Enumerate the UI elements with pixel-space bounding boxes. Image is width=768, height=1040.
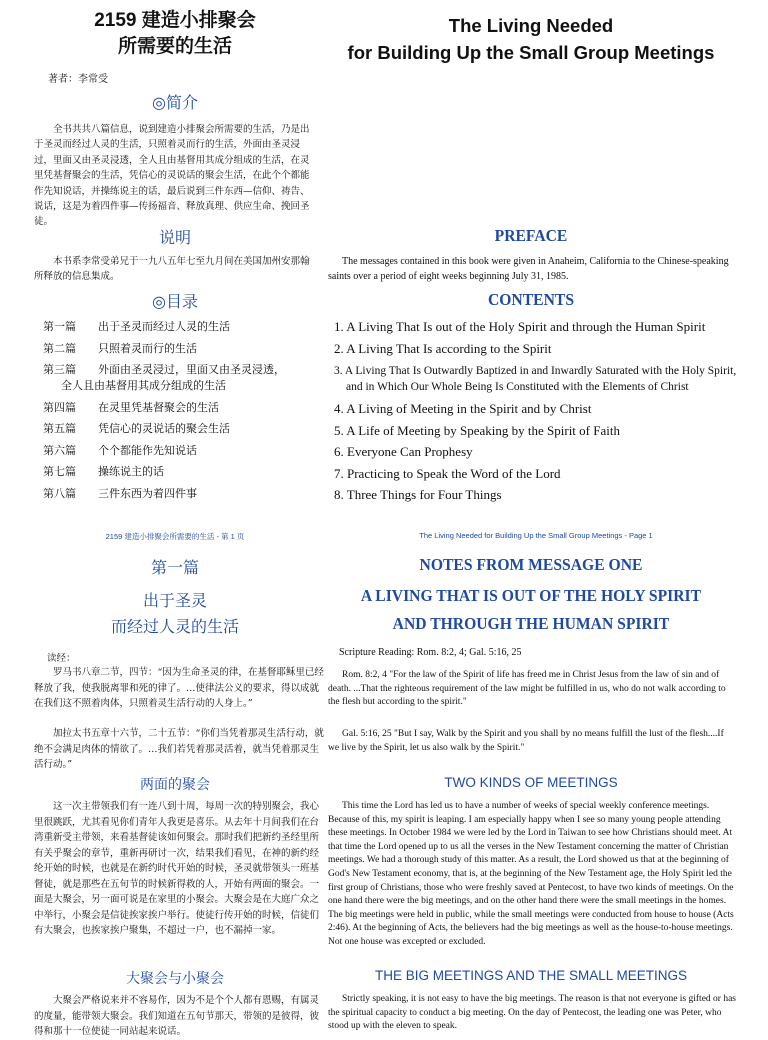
zh-reading-label: 读经： [47,653,76,664]
zh-message-title-line1: 出于圣灵 [142,591,207,610]
en-message-title-line2: AND THROUGH THE HUMAN SPIRIT [392,614,670,633]
en-toc-item[interactable]: 8. Three Things for Four Things [334,487,502,502]
zh-subheading-1: 两面的聚会 [140,777,210,793]
zh-toc-item[interactable]: 第二篇 只照着灵而行的生活 [43,341,197,355]
en-verse2: Gal. 5:16, 25 "But I say, Walk by the Spirit and you shall by no means fulfill the lust of the flesh....If we live by the Spirit, let us also walk by the Spirit." [328,729,724,753]
zh-toc-item[interactable]: 第六篇 个个都能作先知说话 [43,443,197,457]
zh-toc-item[interactable]: 第七篇 操练说主的话 [43,465,164,478]
en-contents-heading: CONTENTS [487,290,575,309]
zh-toc-item-cont[interactable]: 全人且由基督用其成分组成的生活 [61,379,226,392]
en-toc-item[interactable]: 4. A Living of Meeting in the Spirit and by Christ [334,401,592,416]
en-verse1: Rom. 8:2, 4 "For the law of the Spirit of life has freed me in Christ Jesus from the law of sin and of death. ...That the righteous requirement of the law might be fulfilled in us, who do not walk according to the flesh but according to the spirit." [328,670,726,707]
en-paragraph-1: This time the Lord has led us to have a number of weeks of special weekly conference meetings. Because of this, my spirit is leaping. I am especially happy when I see so many young people attending these meetings. In October 1984 we were led by the Lord in Taiwan to see how Christians should meet. At that time the Lord opened up to us all the verses in the New Testament concerning the matter of Christian meetings. We had a thorough study of this matter. As a result, the Lord showed us that at the beginning of God's New Testament economy, that is, at the beginning of the New Testament age, the Holy Spirit led the first group of Christians, those who were freshly saved at Pentecost, to have two kinds of meetings. On the one hand there were the big meetings, and on the other hand there were the small meetings in the homes. The big meetings were held in public, while the small meetings were conducted from house to house (Acts 2:46). At the beginning of Acts, the believers had the big meetings as well as the house-to-house meetings. Not one house was excepted or excluded. [328,801,734,947]
en-preface-text: The messages contained in this book were given in Anaheim, California to the Chinese-speaking saints over a period of eight weeks beginning July 31, 1985. [328,256,729,282]
en-toc-item[interactable]: 6. Everyone Can Prophesy [334,444,473,459]
en-subheading-1: TWO KINDS OF MEETINGS [444,775,618,790]
zh-subheading-2: 大聚会与小聚会 [126,971,224,987]
zh-explain-text: 本书系李常受弟兄于一九八五年七至九月间在美国加州安那翰所释放的信息集成。 [34,256,310,283]
zh-toc-item[interactable]: 第一篇 出于圣灵而经过人灵的生活 [43,320,230,333]
zh-verse1: 罗马书八章二节，四节：“因为生命圣灵的律，在基督耶稣里已经释放了我，使我脱离罪和死的律了。…使律法公义的要求，得以成就在我们这不照着肉体，只照着灵生活行动的人身上。” [34,667,324,709]
zh-title-line1: 2159 建造小排聚会 [94,10,256,31]
en-toc-list [334,320,744,503]
zh-paragraph-1: 这一次主带领我们有一连八到十周，每周一次的特别聚会，我心里很跳跃，尤其看见你们青年人我更是喜乐。从去年十月间我们在台湾重新受主带领，来看基督徒该如何聚会。那时我们把新约圣经里所有关乎聚会的章节，重新再研讨一次，结果我们看见，在神的新约经纶开始的时候，也就是在新约时代开始的时候，圣灵就带领头一班基督徒，就是那些在五旬节的时候新得救的人，开始有两面的聚会。一面是大聚会，另一面可说是在家里的小聚会。大聚会是在大庭广众之中举行，小聚会是信徒挨家挨户举行。使徒行传开始的时候，信徒们有大聚会，也挨家挨户聚集，不超过一户，也不漏掉一家。 [34,801,320,936]
en-scripture-reading: Scripture Reading: Rom. 8:2, 4; Gal. 5:16, 25 [339,647,522,658]
en-message-title-line1: A LIVING THAT IS OUT OF THE HOLY SPIRIT [360,586,702,605]
zh-paragraph-2: 大聚会严格说来并不容易作，因为不是个个人都有恩赐，有属灵的度量，能带领大聚会。我们知道在五旬节那天，带领的是彼得，彼得和那十一位使徒一同站起来说话。 [34,995,320,1037]
zh-message-number: 第一篇 [150,558,199,577]
zh-author: 著者：李常受 [48,74,108,85]
zh-page-header: 2159 建造小排聚会所需要的生活 - 第 1 页 [105,532,245,541]
en-title-line1: The Living Needed [448,15,614,36]
en-preface-heading: PREFACE [494,226,568,245]
en-toc-item[interactable]: 1. A Living That Is out of the Holy Spirit and through the Human Spirit [334,319,706,334]
en-toc-item[interactable]: 2. A Living That Is according to the Spirit [334,340,552,356]
zh-toc-item[interactable]: 第四篇 在灵里凭基督聚会的生活 [43,400,219,414]
en-page-header: The Living Needed for Building Up the Small Group Meetings - Page 1 [419,531,653,540]
zh-explain-heading: 说明 [158,228,191,247]
en-subheading-2: THE BIG MEETINGS AND THE SMALL MEETINGS [374,968,688,983]
zh-intro-text: 全书共共八篇信息，说到建造小排聚会所需要的生活，乃是出于圣灵而经过人灵的生活，只照着灵而行的生活，外面由圣灵浸过，里面又由圣灵浸透，全人且由基督用其成分组成的生活，在灵里凭基督聚会的生活，凭信心的灵说话的聚会生活，在此个个都能作先知说话，并操练说主的话，最后说到三件东西—信仰、祷告、说话，这是为着四件事—传扬福音、释放真理、供应生命、挽回圣徒。 [34,124,310,228]
zh-title [30,8,320,60]
en-paragraph-2: Strictly speaking, it is not easy to have the big meetings. The reason is that not everyone is gifted or has the spiritual capacity to conduct a big meeting. On the day of Pentecost, the leading one was Peter, who stood up with the eleven to speak. [328,994,736,1032]
en-title [326,12,736,66]
en-title-line2: for Building Up the Small Group Meetings [347,42,715,63]
en-toc-item[interactable]: 5. A Life of Meeting by Speaking by the Spirit of Faith [334,422,620,438]
zh-toc-item[interactable]: 第三篇 外面由圣灵浸过，里面又由圣灵浸透， [43,363,285,376]
en-toc-item[interactable]: 3. A Living That Is Outwardly Baptized in and Inwardly Saturated with the Holy Spirit, and in Which Our Whole Being Is Constituted with the Elements of Christ [334,365,737,393]
zh-toc-item[interactable]: 第五篇 凭信心的灵说话的聚会生活 [43,422,230,435]
zh-message-title-line2: 而经过人灵的生活 [110,617,239,636]
en-notes-heading: NOTES FROM MESSAGE ONE [419,555,643,574]
zh-toc-item[interactable]: 第八篇 三件东西为着四件事 [43,486,197,500]
zh-toc-list [43,318,333,506]
zh-verse2: 加拉太书五章十六节，二十五节：“你们当凭着那灵生活行动，就绝不会满足肉体的情欲了。…我们若凭着那灵活着，就当凭着那灵生活行动。” [34,728,324,770]
en-toc-item[interactable]: 7. Practicing to Speak the Word of the Lord [334,465,561,481]
zh-intro-heading: ◎简介 [152,93,198,112]
zh-title-line2: 所需要的生活 [117,36,232,57]
zh-toc-heading: ◎目录 [152,292,198,311]
